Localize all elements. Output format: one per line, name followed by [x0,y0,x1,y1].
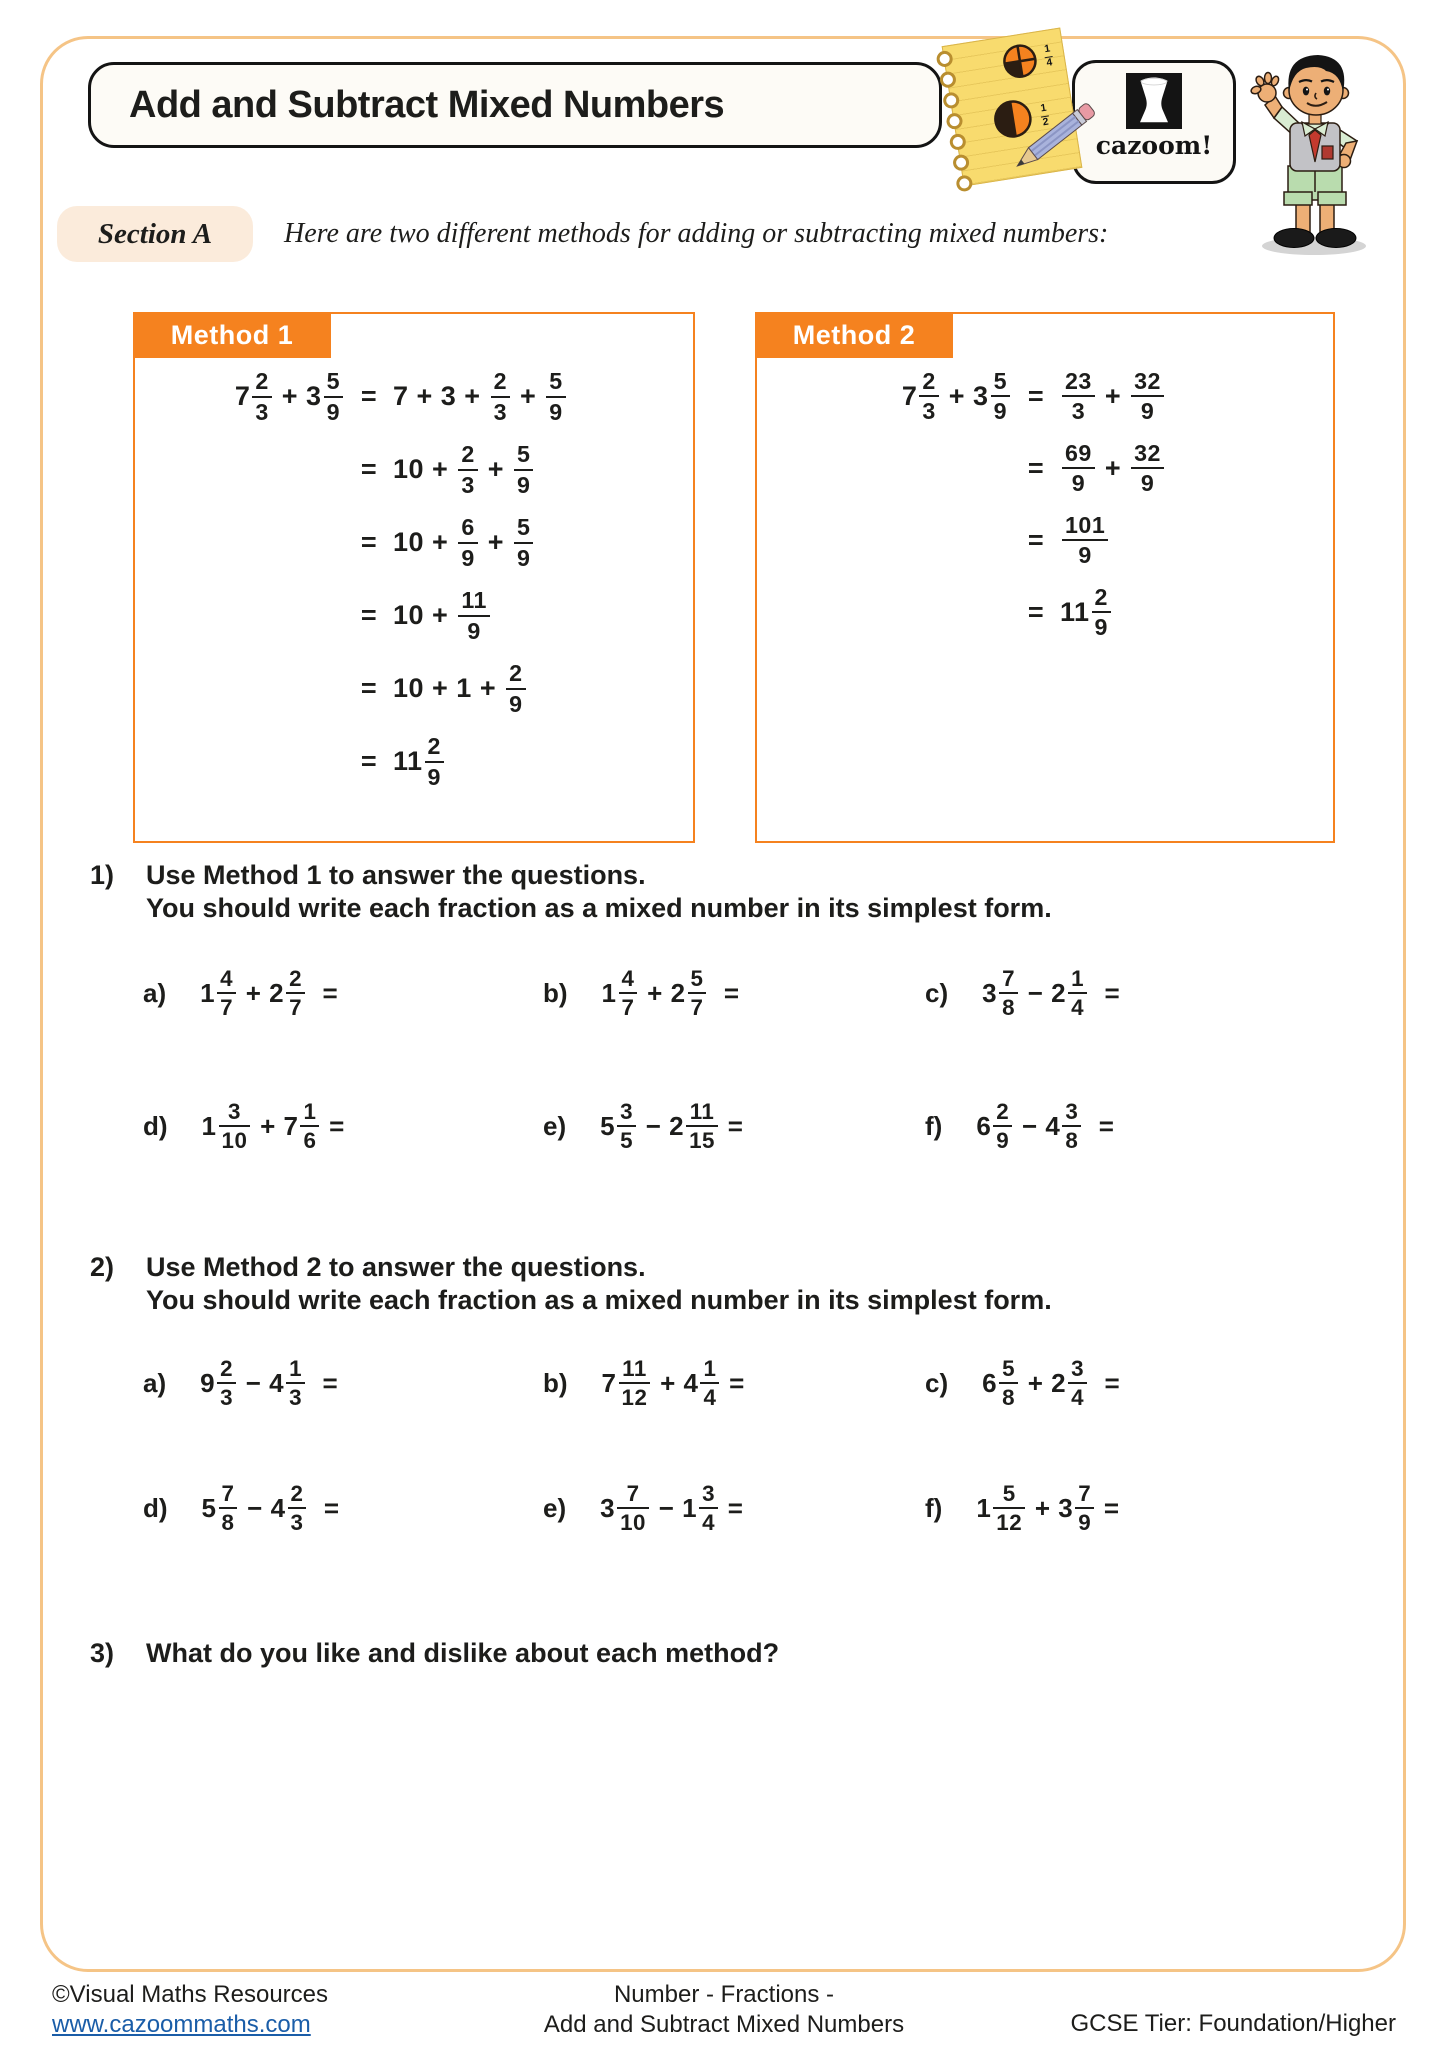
method-1-box [133,312,695,843]
method-1-step: = 10 + $\frac{11}{9}$ [135,579,693,652]
question-2-line2: You should write each fraction as a mixed number in its simplest form. [146,1285,1052,1315]
footer-center [424,1980,1024,2040]
question-1e: e) 5 $\frac{3}{5}$ − 2 $\frac{11}{15}$ = [543,1099,744,1154]
question-1-number: 1) [90,860,115,890]
pencil-icon [992,108,1112,203]
question-2e: e) 3 $\frac{7}{10}$ − 1 $\frac{3}{4}$ = [543,1481,744,1536]
footer-topic-line1: Number - Fractions - [613,1981,835,2008]
cazoom-drum-icon [1126,73,1182,129]
question-1f: f) 6 $\frac{2}{9}$ − 4 $\frac{3}{8}$ = [925,1099,1115,1154]
method-1-step: 7 $\frac{2}{3}$ + 3 $\frac{5}{9}$ = 7 + 3 + $\frac{2}{3}$ + $\frac{5}{9}$ [135,360,693,433]
method-1-tab: Method 1 [133,312,331,358]
question-1b: b) 1 $\frac{4}{7}$ + 2 $\frac{5}{7}$ = [543,966,740,1021]
method-1-step: = 10 + 1 + $\frac{2}{9}$ [135,652,693,725]
worksheet-header [88,62,942,148]
method-2-step: = 11 $\frac{2}{9}$ [757,576,1333,648]
question-2b: b) 7 $\frac{11}{12}$ + 4 $\frac{1}{4}$ = [543,1356,745,1411]
notepad-fraction-half: $\frac{1}{2}$ [1039,102,1050,129]
question-1-line1: Use Method 1 to answer the questions. [146,860,646,890]
footer-topic-line2: Add and Subtract Mixed Numbers [543,2011,905,2038]
cazoom-logo-text: cazoom! [1095,131,1213,160]
question-1-line2: You should write each fraction as a mixed number in its simplest form. [146,893,1052,923]
method-1-step: = 10 + $\frac{6}{9}$ + $\frac{5}{9}$ [135,506,693,579]
section-a-intro: Here are two different methods for adding or subtracting mixed numbers: [284,218,1109,249]
notepad-fraction-quarter: $\frac{1}{4}$ [1043,43,1054,69]
question-3-number: 3) [90,1638,115,1668]
footer-tier: GCSE Tier: Foundation/Higher [1070,2010,1396,2037]
method-1-step: = 11 $\frac{2}{9}$ [135,725,693,798]
page-title: Add and Subtract Mixed Numbers [129,83,725,126]
method-2-tab: Method 2 [755,312,953,358]
question-1c: c) 3 $\frac{7}{8}$ − 2 $\frac{1}{4}$ = [925,966,1121,1021]
section-a-badge [57,206,253,262]
method-2-step: 7 $\frac{2}{3}$ + 3 $\frac{5}{9}$ = $\frac{23}{3}$ + $\frac{32}{9}$ [757,360,1333,432]
question-1d: d) 1 $\frac{3}{10}$ + 7 $\frac{1}{6}$ = [143,1099,345,1154]
question-2c: c) 6 $\frac{5}{8}$ + 2 $\frac{3}{4}$ = [925,1356,1121,1411]
method-2-step: = $\frac{69}{9}$ + $\frac{32}{9}$ [757,432,1333,504]
question-2d: d) 5 $\frac{7}{8}$ − 4 $\frac{2}{3}$ = [143,1481,340,1536]
cazoommaths-link[interactable]: www.cazoommaths.com [52,2011,311,2038]
quarter-pie-icon [999,41,1040,82]
method-2-step: = $\frac{101}{9}$ [757,504,1333,576]
footer-copyright: ©Visual Maths Resources [52,1981,329,2008]
student-character-illustration [1236,48,1396,258]
question-2-line1: Use Method 2 to answer the questions. [146,1252,646,1282]
method-2-box [755,312,1335,843]
question-2-number: 2) [90,1252,115,1282]
question-2a: a) 9 $\frac{2}{3}$ − 4 $\frac{1}{3}$ = [143,1356,339,1411]
question-3-line1: What do you like and dislike about each method? [146,1638,780,1668]
question-2f: f) 1 $\frac{5}{12}$ + 3 $\frac{7}{9}$ = [925,1481,1120,1536]
footer-left [52,1980,328,2040]
method-1-step: = 10 + $\frac{2}{3}$ + $\frac{5}{9}$ [135,433,693,506]
section-a-label: Section A [97,217,213,250]
question-1a: a) 1 $\frac{4}{7}$ + 2 $\frac{2}{7}$ = [143,966,339,1021]
